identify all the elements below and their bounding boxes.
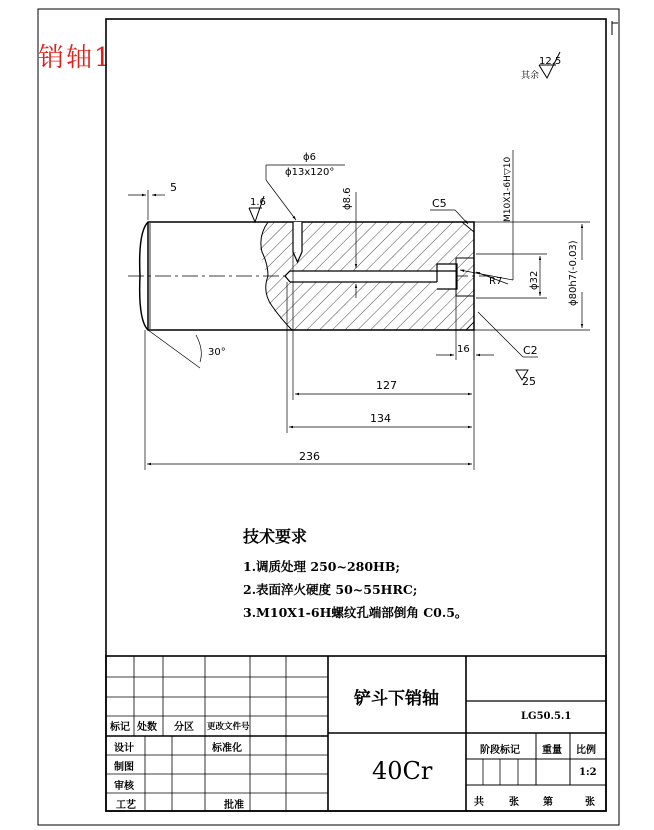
hdr-chushu: 处数 [137, 722, 157, 733]
hdr-fenqu: 分区 [174, 722, 194, 733]
dim-d13-label: ϕ13x120° [285, 167, 335, 178]
row-pizhun: 批准 [224, 800, 244, 811]
drawing-label: 销轴1 [38, 43, 113, 73]
row-gongyi: 工艺 [116, 800, 136, 811]
dim-30deg-label: 30° [208, 347, 226, 358]
drawing-number: LG50.5.1 [521, 711, 572, 722]
roughness-other-label: 其余 [521, 71, 540, 81]
hdr-bili: 比例 [576, 745, 596, 756]
dim-127-label: 127 [376, 379, 397, 392]
dim-d6-label: ϕ6 [303, 152, 316, 163]
sheet-gong: 共 [474, 797, 484, 808]
row-sheji: 设计 [114, 743, 134, 754]
dim-d80-label: ϕ80h7(-0.03) [568, 240, 579, 306]
dim-30deg [148, 330, 226, 368]
dim-16-label: 16 [457, 344, 470, 355]
row-biaozhunhua: 标准化 [212, 743, 242, 754]
dim-5 [128, 181, 177, 220]
hdr-jieduan: 阶段标记 [480, 745, 520, 756]
dim-c5 [430, 197, 468, 224]
dim-236 [145, 330, 472, 470]
sheet-zhang-1: 张 [509, 797, 519, 808]
roughness-16-symbol [249, 196, 266, 222]
dim-d32-label: ϕ32 [529, 270, 540, 290]
dim-r7-label: R7 [489, 276, 503, 287]
dim-d86-label: ϕ8.6 [342, 187, 353, 210]
roughness-other-symbol [521, 52, 561, 81]
dim-c5-label: C5 [432, 197, 447, 210]
roughness-25-value: 25 [522, 375, 536, 388]
sheet-di: 第 [543, 797, 553, 808]
dim-d6 [266, 152, 345, 220]
dim-thread-label: M10X1-6H▽10 [503, 156, 513, 222]
hdr-zhongliang: 重量 [542, 745, 562, 756]
part-name: 铲斗下销轴 [354, 689, 439, 709]
tech-requirements [243, 524, 467, 624]
row-shenhe: 审核 [114, 781, 134, 792]
tech-heading: 技术要求 [243, 527, 308, 546]
material: 40Cr [372, 757, 433, 785]
scale-value: 1:2 [579, 767, 597, 778]
row-zhitu: 制图 [114, 762, 134, 773]
dim-236-label: 236 [299, 450, 320, 463]
sheet-zhang-2: 张 [585, 797, 595, 808]
hdr-gengai: 更改文件号 [207, 722, 250, 732]
tech-item-2: 2.表面淬火硬度 50~55HRC; [243, 582, 418, 597]
roughness-other-value: 12.5 [539, 56, 562, 67]
dim-c2 [478, 312, 538, 388]
dim-5-label: 5 [170, 181, 177, 194]
roughness-16-value: 1.6 [250, 197, 266, 208]
dim-c2-label: C2 [523, 344, 538, 357]
title-block-grid [106, 656, 606, 811]
section-hatch [260, 222, 474, 330]
dim-134-label: 134 [370, 412, 391, 425]
hdr-biaoji: 标记 [110, 722, 130, 733]
tech-item-1: 1.调质处理 250~280HB; [243, 559, 401, 574]
tech-item-3: 3.M10X1-6H螺纹孔端部倒角 C0.5。 [243, 605, 468, 620]
